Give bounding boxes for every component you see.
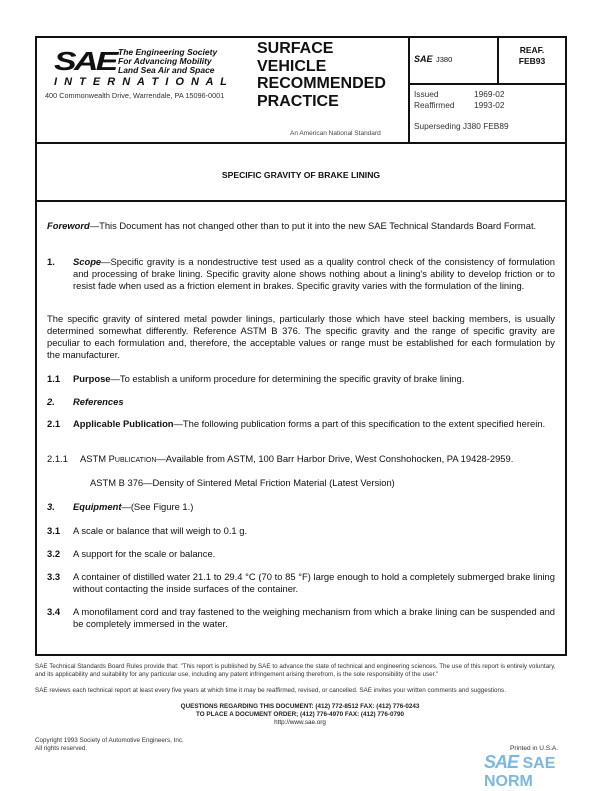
- section-number: 1.1: [47, 373, 61, 384]
- doc-type-line: RECOMMENDED: [257, 75, 386, 92]
- printed-in: Printed in U.S.A.: [510, 745, 559, 752]
- sae-norm-watermark: SAE SAE NORM: [484, 752, 556, 790]
- status-badge: [500, 45, 564, 66]
- section-number: 2.1: [47, 418, 61, 429]
- status-line: REAF.: [519, 45, 545, 55]
- section-number: 3.3: [47, 571, 61, 582]
- section-text: —The following publication forms a part of this specification to the extent specified herein.: [173, 418, 546, 429]
- section-text: A support for the scale or balance.: [73, 548, 216, 559]
- ans-label: An American National Standard: [290, 130, 381, 137]
- section-number: 1.: [47, 256, 55, 267]
- scope-paragraph-2: The specific gravity of sintered metal powder linings, particularly those which have steel backing members, is usually determined somewhat differently. Reference ASTM B 376. The specific gravity and the range of specific gravity are peculiar to each formulation and, therefore, the acceptable values or range must be established for each formulation by the manufacturer.: [47, 313, 555, 360]
- status-line: FEB93: [518, 55, 546, 66]
- society-line: Land Sea Air and Space: [118, 65, 215, 75]
- section-references: References: [73, 396, 124, 407]
- address: 400 Commonwealth Drive, Warrendale, PA 15096-0001: [45, 91, 225, 100]
- superseding: Superseding J380 FEB89: [414, 121, 509, 131]
- section-scope: [73, 256, 555, 292]
- astm-reference: ASTM B 376—Density of Sintered Metal Friction Material (Latest Version): [90, 477, 395, 488]
- reaffirmed-date: 1993-02: [474, 100, 505, 110]
- issued-label: Issued: [414, 89, 439, 99]
- section-text: —To establish a uniform procedure for determining the specific gravity of brake lining.: [110, 373, 465, 384]
- foreword: [47, 220, 555, 232]
- document-type: [257, 40, 386, 110]
- section-text: A container of distilled water 21.1 to 29.4 °C (70 to 85 °F) large enough to hold a completely submerged brake lining without contacting the inside surfaces of the container.: [73, 571, 555, 594]
- section-number: 3.1: [47, 525, 61, 536]
- issued-date: 1969-02: [474, 89, 505, 99]
- section-text: —Available from ASTM, 100 Barr Harbor Drive, West Conshohocken, PA 19428-2959.: [156, 453, 514, 464]
- policy-text: SAE Technical Standards Board Rules provide that: "This report is published by SAE to advance the state of technical and engineering sciences. The use of this report is entirely voluntary, and its applicability and suitability for any particular use, including any patent infringement arising therefrom, is the sole responsibility of the user.": [35, 663, 556, 678]
- watermark-text: SAE NORM: [484, 755, 556, 790]
- reaffirmed-label: Reaffirmed: [414, 100, 455, 110]
- section-heading: Scope: [73, 256, 102, 267]
- section-equipment: [73, 501, 555, 513]
- section-number: 3.: [47, 501, 55, 512]
- society-line: For Advancing Mobility: [118, 56, 212, 66]
- section-text: —(See Figure 1.): [121, 501, 194, 512]
- section-heading: Equipment: [73, 501, 122, 512]
- international-text: I N T E R N A T I O N A L: [54, 76, 229, 88]
- rights: All rights reserved.: [35, 745, 88, 752]
- sae-small-logo: SAE: [414, 54, 433, 64]
- section-text: A monofilament cord and tray fastened to the weighing mechanism from which a brake lining can be suspended and be completely immersed in the water.: [73, 606, 555, 629]
- section-astm-publication: [80, 453, 562, 465]
- copyright: Copyright 1993 Society of Automotive Engineers, Inc.: [35, 737, 184, 744]
- section-applicable-publication: [73, 418, 555, 430]
- section-text: A scale or balance that will weigh to 0.1 g.: [73, 525, 248, 536]
- section-number: 3.4: [47, 606, 61, 617]
- section-number: 2.: [47, 396, 55, 407]
- section-purpose: [73, 373, 555, 385]
- foreword-heading: Foreword: [47, 220, 90, 231]
- section-text: —Specific gravity is a nondestructive test used as a quality control check of the consistency of formulation and processing of brake lining. Specific gravity alone shows nothing about a lining's ability to develop friction or to resist fade when used as a friction element in brakes. Specific gravity varies with the formulation of the lining.: [73, 256, 555, 291]
- questions-line: QUESTIONS REGARDING THIS DOCUMENT: (412) 772-8512 FAX: (412) 776-0243: [180, 703, 420, 710]
- doc-number: J380: [436, 55, 453, 64]
- section-heading: Applicable Publication: [73, 418, 174, 429]
- order-line: TO PLACE A DOCUMENT ORDER; (412) 776-4970 FAX: (412) 776-0790: [196, 711, 404, 718]
- website-link[interactable]: http://www.sae.org: [274, 719, 326, 726]
- issue-info: [414, 89, 504, 111]
- section-number: 2.1.1: [47, 453, 68, 464]
- doc-type-line: SURFACE: [257, 40, 334, 57]
- sae-logo: SAE: [54, 46, 116, 76]
- doc-type-line: VEHICLE: [257, 57, 327, 75]
- foreword-text: —This Document has not changed other than to put it into the new SAE Technical Standards Board Format.: [89, 220, 537, 231]
- section-heading: Purpose: [73, 373, 111, 384]
- document-title: SPECIFIC GRAVITY OF BRAKE LINING: [221, 170, 381, 180]
- section-number: 3.2: [47, 548, 61, 559]
- review-text: SAE reviews each technical report at least every five years at which time it may be reaffirmed, revised, or cancelled. SAE invites your written comments and suggestions.: [35, 687, 506, 694]
- society-line: The Engineering Society: [118, 47, 218, 57]
- society-text: [118, 48, 217, 75]
- section-heading: ASTM Publication: [80, 453, 157, 464]
- doc-type-line: PRACTICE: [257, 92, 339, 110]
